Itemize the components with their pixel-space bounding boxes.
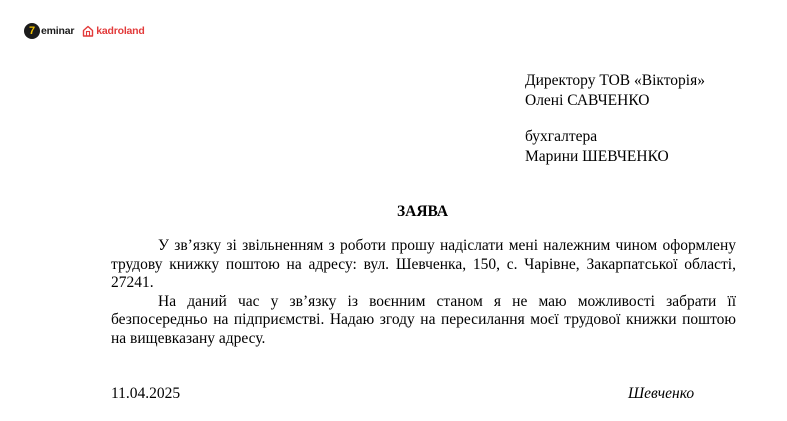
sender-position: бухгалтера [525,128,598,145]
kadroland-logo [82,25,144,37]
house-icon [82,25,94,37]
7eminar-logo [24,23,74,39]
addressee-name: Олені САВЧЕНКО [525,92,650,109]
document-body [111,237,736,348]
7eminar-logo-mark: 7 [24,23,40,39]
signature: Шевченко [628,385,695,402]
header-logos [24,21,145,41]
7eminar-logo-text: eminar [41,25,75,37]
addressee-block [525,71,705,111]
kadroland-logo-text-b: land [123,25,145,37]
body-paragraph: У зв’язку зі звільненням з роботи прошу надіслати мені належним чином оформлену трудову книжку поштою на адресу: вул. Шевченка, 150, с. Чарівне, Закарпатської області, 27241. [111,237,736,291]
document-date: 11.04.2025 [111,385,181,402]
addressee-position: Директору ТОВ «Вікторія» [525,72,705,89]
kadroland-logo-text-a: kadro [96,25,124,37]
body-paragraph: На даний час у зв’язку із воєнним станом я не маю можливості забрати її безпосередньо на підприємстві. Надаю згоду на пересилання моєї трудової книжки поштою на вищевказану адресу. [111,292,736,347]
document-title: ЗАЯВА [396,203,449,220]
sender-name: Марини ШЕВЧЕНКО [525,148,669,165]
sender-block [525,127,669,167]
kadroland-logo-text [96,25,144,37]
